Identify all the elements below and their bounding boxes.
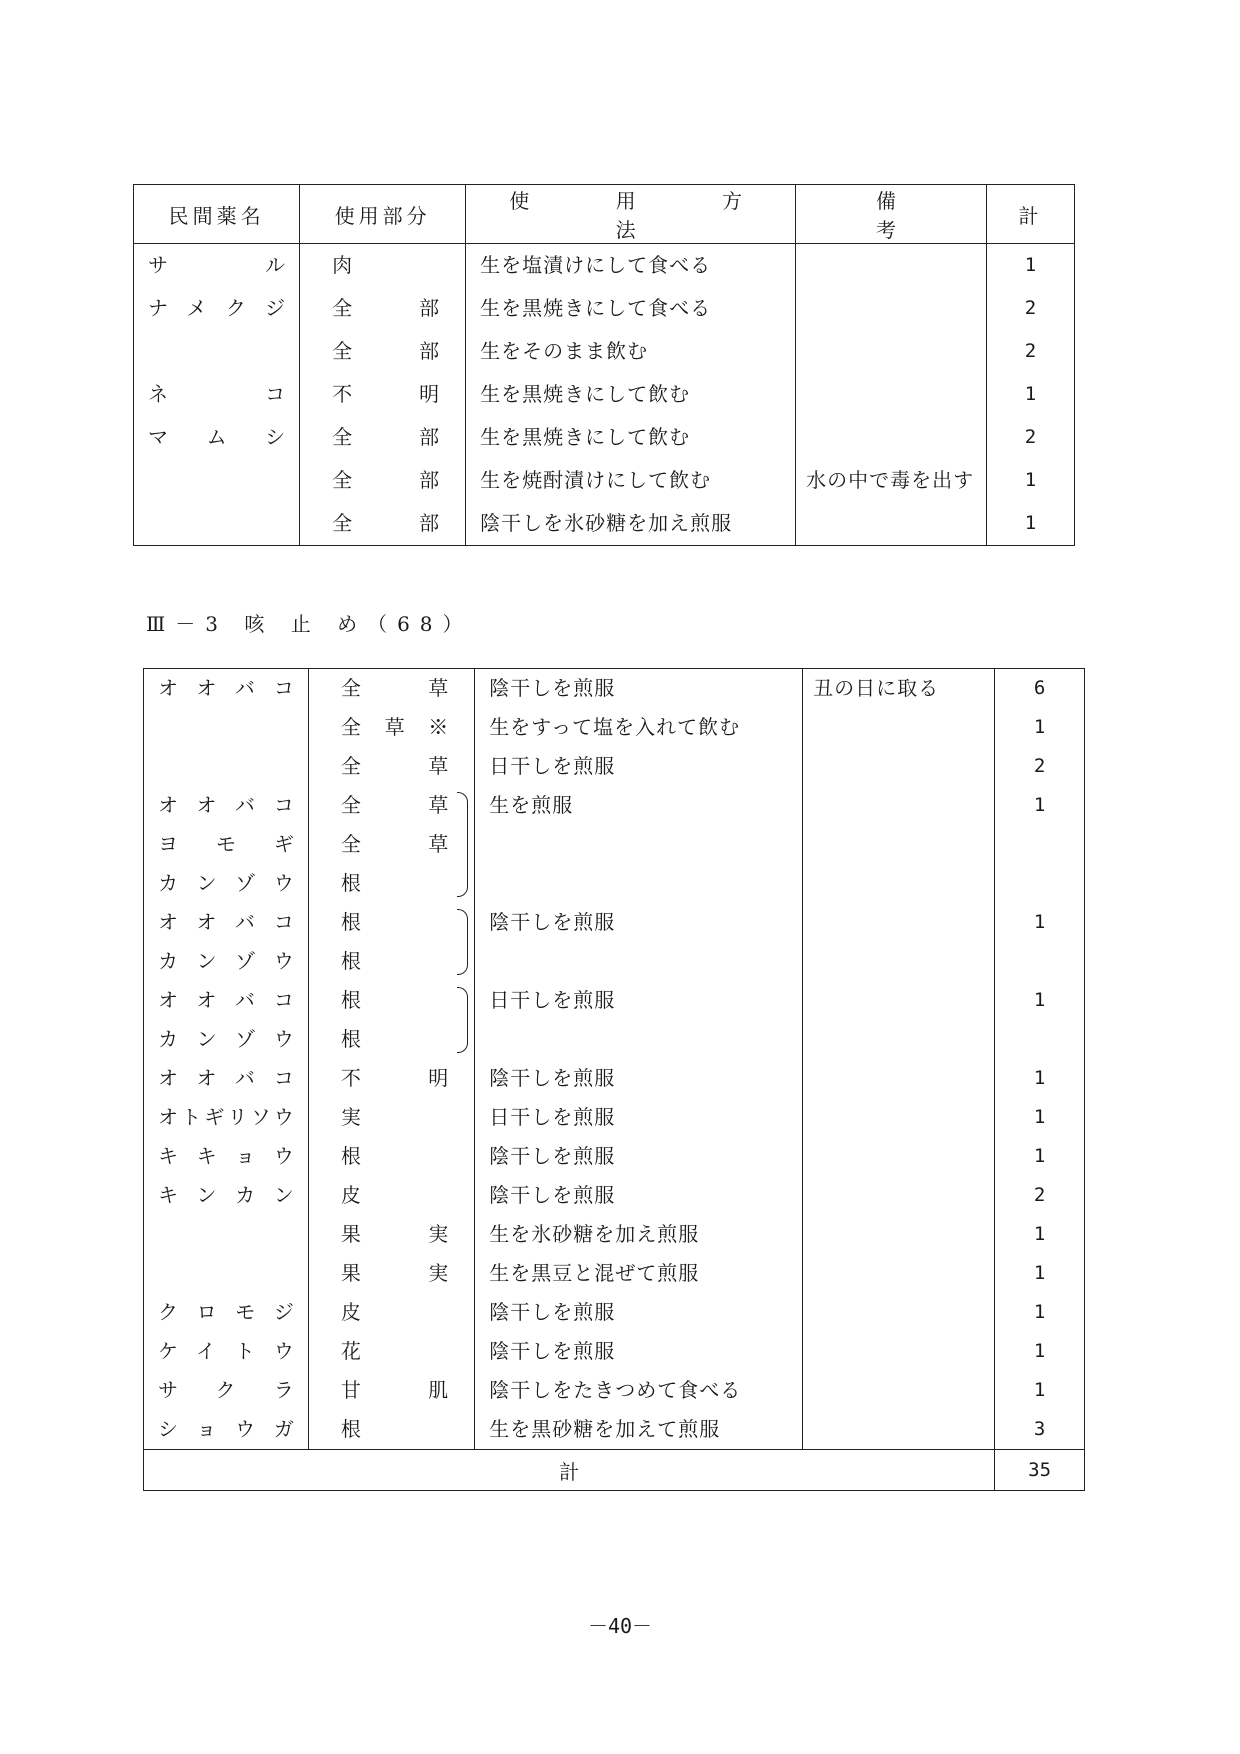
usage-method: 陰干しを煎服 (489, 1183, 616, 1207)
cell-method (475, 981, 803, 1059)
usage-method: 陰干しをたきつめて食べる (489, 1378, 742, 1402)
col-header-method (466, 185, 796, 244)
cell-name (144, 1137, 309, 1176)
part-used: 皮 (340, 1300, 361, 1324)
cell-method (466, 330, 796, 373)
count: 2 (1024, 340, 1037, 362)
remark (803, 1215, 994, 1254)
table-row (144, 747, 1085, 786)
part-used: 根 (340, 1417, 361, 1441)
table-row (134, 502, 1075, 546)
usage-method: 陰干しを煎服 (489, 910, 616, 934)
table-row (144, 1098, 1085, 1137)
remedy-name: キキョウ (158, 1144, 296, 1168)
cell-name (134, 373, 300, 416)
cell-part (308, 1176, 474, 1215)
cell-count (986, 330, 1074, 373)
part-used: 果 実 (340, 1222, 449, 1246)
cell-name (144, 981, 309, 1059)
cell-name (144, 1176, 309, 1215)
grouping-brace (457, 987, 468, 1053)
cell-part (300, 373, 466, 416)
cell-part (308, 1332, 474, 1371)
remark (803, 981, 994, 1020)
remedy-name: カンゾウ (158, 871, 296, 895)
cell-name (144, 786, 309, 903)
total-label-cell (144, 1450, 995, 1491)
remedy-name (144, 708, 308, 747)
count: 1 (1033, 1106, 1046, 1128)
cell-name (134, 416, 300, 459)
usage-method: 陰干しを氷砂糖を加え煎服 (480, 511, 733, 535)
cell-part (308, 1137, 474, 1176)
remark (796, 330, 986, 373)
part-used: 全 草 (340, 754, 449, 778)
usage-method: 生を塩漬けにして食べる (480, 253, 712, 277)
col-header-count-label: 計 (1018, 203, 1043, 228)
remark (803, 1176, 994, 1215)
cell-method (475, 1254, 803, 1293)
cell-part (308, 903, 474, 981)
cell-part (300, 244, 466, 288)
part-used: 根 (340, 1144, 361, 1168)
cell-part (308, 708, 474, 747)
cell-note (803, 1293, 995, 1332)
part-used: 全 部 (332, 468, 440, 492)
col-header-part (300, 185, 466, 244)
usage-method: 日干しを煎服 (489, 1105, 616, 1129)
remedy-name: オオバコ (158, 988, 296, 1012)
total-value: 35 (1028, 1459, 1052, 1481)
table-row (144, 669, 1085, 709)
cell-method (475, 1332, 803, 1371)
count: 2 (1033, 755, 1046, 777)
cell-count (995, 1332, 1085, 1371)
remark (803, 1098, 994, 1137)
cell-name (144, 903, 309, 981)
cell-part (300, 287, 466, 330)
cell-method (466, 287, 796, 330)
table-row (144, 903, 1085, 981)
part-used: 不 明 (340, 1066, 449, 1090)
usage-method: 生を煎服 (489, 793, 574, 817)
cell-name (144, 1098, 309, 1137)
cell-method (466, 459, 796, 502)
cell-note (803, 1254, 995, 1293)
col-header-note (796, 185, 987, 244)
cell-note (803, 747, 995, 786)
cell-count (995, 981, 1085, 1059)
cell-method (475, 708, 803, 747)
remedy-name: オオバコ (158, 910, 296, 934)
remark (796, 244, 986, 287)
table-row (144, 1254, 1085, 1293)
cell-count (986, 287, 1074, 330)
cell-name (144, 669, 309, 709)
count: 1 (1033, 1262, 1046, 1284)
cell-part (300, 502, 466, 546)
cell-name (144, 1332, 309, 1371)
cell-method (475, 669, 803, 709)
table-row (144, 1371, 1085, 1410)
table-row (144, 981, 1085, 1059)
part-used: 根 (340, 949, 361, 973)
remedy-table-1 (133, 184, 1075, 546)
remark (803, 1254, 994, 1293)
part-used: 花 (340, 1339, 361, 1363)
cell-name (144, 1293, 309, 1332)
usage-method: 生を黒砂糖を加えて煎服 (489, 1417, 721, 1441)
cell-note (803, 1137, 995, 1176)
cell-note (803, 1098, 995, 1137)
cell-method (475, 1371, 803, 1410)
cell-note (796, 287, 987, 330)
usage-method: 生を黒豆と混ぜて煎服 (489, 1261, 700, 1285)
usage-method: 生を黒焼きにして飲む (480, 425, 691, 449)
cell-count (986, 459, 1074, 502)
page-number: －40－ (587, 1614, 653, 1638)
part-used: 果 実 (340, 1261, 449, 1285)
cell-note (803, 1176, 995, 1215)
cell-part (308, 1293, 474, 1332)
part-used: 不 明 (332, 382, 440, 406)
cell-note (803, 1332, 995, 1371)
cell-method (475, 786, 803, 903)
usage-method: 生をすって塩を入れて飲む (489, 715, 741, 739)
count: 1 (1024, 512, 1037, 534)
remedy-name (144, 1215, 308, 1254)
part-used: 全 草 (340, 832, 449, 856)
col-header-note-label: 備 考 (876, 189, 937, 242)
cell-method (466, 416, 796, 459)
usage-method: 生を氷砂糖を加え煎服 (489, 1222, 700, 1246)
remedy-name: サ ル (148, 253, 288, 277)
remedy-name: ショウガ (158, 1417, 296, 1441)
remark (803, 1371, 994, 1410)
cell-count (995, 1215, 1085, 1254)
cell-count (995, 1254, 1085, 1293)
remedy-name (144, 1254, 308, 1293)
remark (796, 287, 986, 330)
cell-method (466, 373, 796, 416)
cell-name (144, 1410, 309, 1450)
remedy-name: キンカン (158, 1183, 296, 1207)
cell-note (803, 981, 995, 1059)
total-row (144, 1450, 1085, 1491)
remedy-name: サクラ (158, 1378, 296, 1402)
table-row (144, 786, 1085, 903)
count: 1 (1033, 1340, 1046, 1362)
remedy-name: オオバコ (158, 676, 296, 700)
remedy-name: オオバコ (158, 793, 296, 817)
remark (803, 708, 994, 747)
remedy-name: カンゾウ (158, 1027, 296, 1051)
table-row (134, 373, 1075, 416)
cell-note (796, 416, 987, 459)
count: 1 (1033, 1223, 1046, 1245)
remedy-name: オオバコ (158, 1066, 296, 1090)
cell-name (134, 459, 300, 502)
cell-part (308, 747, 474, 786)
remedy-name (144, 747, 308, 786)
remedy-name: ネ コ (148, 382, 288, 406)
cell-method (475, 903, 803, 981)
count: 1 (1033, 1067, 1046, 1089)
cell-count (995, 903, 1085, 981)
remedy-name (134, 502, 299, 545)
cell-part (308, 1371, 474, 1410)
cell-name (134, 244, 300, 288)
cell-note (803, 786, 995, 903)
count: 1 (1033, 1379, 1046, 1401)
cell-name (144, 1371, 309, 1410)
remark (796, 502, 986, 545)
cell-part (308, 1254, 474, 1293)
remedy-name (134, 459, 299, 502)
remedy-name: クロモジ (158, 1300, 296, 1324)
cell-note (803, 1059, 995, 1098)
cell-note (803, 903, 995, 981)
part-used: 根 (340, 871, 361, 895)
col-header-count (986, 185, 1074, 244)
remark (796, 416, 986, 459)
table-row (134, 330, 1075, 373)
col-header-method-label: 使 用 方 法 (509, 189, 783, 242)
cell-note (803, 1371, 995, 1410)
table-row (144, 1332, 1085, 1371)
remark (803, 747, 994, 786)
part-used: 全 部 (332, 339, 440, 363)
usage-method: 陰干しを煎服 (489, 1339, 616, 1363)
part-used: 全 草 ※ (340, 715, 449, 739)
count: 6 (1033, 677, 1046, 699)
remark (803, 1293, 994, 1332)
cell-note (796, 459, 987, 502)
table-row (144, 1176, 1085, 1215)
part-used: 根 (340, 910, 361, 934)
count: 1 (1033, 794, 1046, 816)
usage-method: 生をそのまま飲む (480, 339, 649, 363)
table-row (134, 416, 1075, 459)
cell-count (995, 747, 1085, 786)
remark (796, 373, 986, 416)
total-label: 計 (559, 1459, 580, 1484)
col-header-name (134, 185, 300, 244)
cell-name (134, 502, 300, 546)
cell-part (300, 459, 466, 502)
table-row (144, 708, 1085, 747)
usage-method: 陰干しを煎服 (489, 1066, 616, 1090)
cell-name (134, 287, 300, 330)
cell-count (995, 669, 1085, 709)
remark (803, 903, 994, 942)
cell-note (803, 1215, 995, 1254)
cell-count (995, 1176, 1085, 1215)
cell-method (475, 1293, 803, 1332)
cell-name (144, 1059, 309, 1098)
count: 2 (1024, 297, 1037, 319)
table-row (134, 244, 1075, 288)
part-used: 実 (340, 1105, 361, 1129)
cell-method (475, 1176, 803, 1215)
count: 1 (1033, 989, 1046, 1011)
table-row (144, 1137, 1085, 1176)
part-used: 甘 肌 (340, 1378, 449, 1402)
cell-count (986, 244, 1074, 288)
remedy-name: ケイトウ (158, 1339, 296, 1363)
remark (803, 1332, 994, 1371)
remark (803, 1137, 994, 1176)
cell-name (144, 747, 309, 786)
part-used: 根 (340, 1027, 361, 1051)
count: 2 (1033, 1184, 1046, 1206)
cell-count (986, 502, 1074, 546)
cell-note (796, 502, 987, 546)
cell-part (308, 669, 474, 709)
cell-count (995, 1293, 1085, 1332)
table-row (144, 1293, 1085, 1332)
section-heading: Ⅲ－3 咳 止 め（68） (146, 612, 473, 636)
cell-method (475, 1410, 803, 1450)
table-row (144, 1059, 1085, 1098)
cell-note (803, 1410, 995, 1450)
remark (803, 1410, 994, 1449)
col-header-part-label: 使用部分 (334, 203, 431, 228)
remedy-name: ヨモギ (158, 832, 296, 856)
cell-name (144, 1254, 309, 1293)
col-header-name-label: 民間薬名 (168, 203, 265, 228)
table-row (144, 1215, 1085, 1254)
cell-method (475, 1137, 803, 1176)
usage-method: 陰干しを煎服 (489, 1300, 616, 1324)
cell-method (475, 1059, 803, 1098)
cell-method (466, 244, 796, 288)
remark (803, 786, 994, 825)
cell-count (995, 786, 1085, 903)
usage-method: 日干しを煎服 (489, 754, 616, 778)
remedy-table-2 (143, 668, 1085, 1491)
table-header-row (134, 185, 1075, 244)
cell-method (475, 1098, 803, 1137)
part-used: 全 草 (340, 793, 449, 817)
cell-name (144, 1215, 309, 1254)
part-used: 全 部 (332, 296, 440, 320)
cell-count (995, 708, 1085, 747)
cell-count (995, 1137, 1085, 1176)
cell-part (308, 1215, 474, 1254)
remedy-name: カンゾウ (158, 949, 296, 973)
cell-note (803, 669, 995, 709)
cell-part (308, 786, 474, 903)
cell-count (986, 416, 1074, 459)
count: 1 (1024, 469, 1037, 491)
remark (803, 1059, 994, 1098)
remark: 水の中で毒を出す (806, 468, 975, 492)
part-used: 根 (340, 988, 361, 1012)
table-row (134, 459, 1075, 502)
part-used: 皮 (340, 1183, 361, 1207)
cell-method (475, 747, 803, 786)
cell-part (308, 1410, 474, 1450)
table-row (144, 1410, 1085, 1450)
cell-name (134, 330, 300, 373)
cell-count (986, 373, 1074, 416)
count: 1 (1024, 254, 1037, 276)
grouping-brace (457, 909, 468, 975)
remedy-name: マムシ (148, 425, 288, 449)
cell-part (300, 330, 466, 373)
remedy-name: オトギリソウ (158, 1105, 296, 1129)
part-used: 全 部 (332, 511, 440, 535)
remedy-name: ナメクジ (148, 296, 288, 320)
cell-note (796, 330, 987, 373)
table-row (134, 287, 1075, 330)
cell-note (796, 244, 987, 288)
cell-count (995, 1410, 1085, 1450)
remark: 丑の日に取る (813, 676, 940, 700)
count: 1 (1033, 716, 1046, 738)
count: 2 (1024, 426, 1037, 448)
cell-note (796, 373, 987, 416)
cell-name (144, 708, 309, 747)
grouping-brace (457, 792, 468, 897)
count: 3 (1033, 1418, 1046, 1440)
count: 1 (1033, 1301, 1046, 1323)
cell-method (475, 1215, 803, 1254)
cell-method (466, 502, 796, 546)
part-used: 全 草 (340, 676, 449, 700)
part-used: 肉 (332, 253, 353, 277)
remedy-name (134, 330, 299, 373)
count: 1 (1024, 383, 1037, 405)
total-value-cell (995, 1450, 1085, 1491)
usage-method: 日干しを煎服 (489, 988, 616, 1012)
cell-count (995, 1098, 1085, 1137)
cell-note (803, 708, 995, 747)
count: 1 (1033, 1145, 1046, 1167)
usage-method: 陰干しを煎服 (489, 1144, 616, 1168)
cell-part (308, 981, 474, 1059)
cell-part (308, 1098, 474, 1137)
usage-method: 生を焼酎漬けにして飲む (480, 468, 712, 492)
cell-part (308, 1059, 474, 1098)
cell-count (995, 1371, 1085, 1410)
count: 1 (1033, 911, 1046, 933)
cell-count (995, 1059, 1085, 1098)
part-used: 全 部 (332, 425, 440, 449)
usage-method: 陰干しを煎服 (489, 676, 616, 700)
usage-method: 生を黒焼きにして食べる (480, 296, 712, 320)
cell-part (300, 416, 466, 459)
usage-method: 生を黒焼きにして飲む (480, 382, 691, 406)
